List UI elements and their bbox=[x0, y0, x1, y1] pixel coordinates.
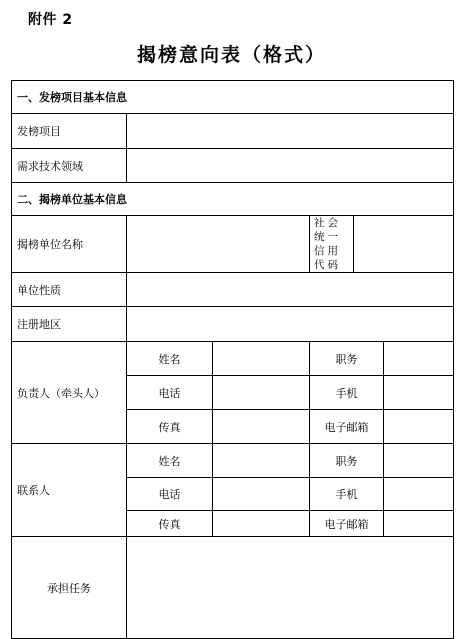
unit-nature-field[interactable] bbox=[127, 273, 454, 307]
task-label: 承担任务 bbox=[12, 537, 127, 639]
section1-heading: 一、发榜项目基本信息 bbox=[12, 81, 454, 114]
attachment-label: 附件 2 bbox=[28, 12, 73, 28]
contact-name-label: 姓名 bbox=[127, 444, 213, 478]
leader-position-label: 职务 bbox=[310, 342, 384, 376]
credit-code-label: 社会统一信用代码 bbox=[310, 216, 354, 273]
contact-phone-label: 电话 bbox=[127, 478, 213, 511]
unit-name-field[interactable] bbox=[127, 216, 310, 273]
project-label: 发榜项目 bbox=[12, 114, 127, 149]
contact-mobile-label: 手机 bbox=[310, 478, 384, 511]
contact-fax-label: 传真 bbox=[127, 511, 213, 537]
leader-email-field[interactable] bbox=[384, 410, 454, 444]
contact-fax-field[interactable] bbox=[213, 511, 310, 537]
unit-nature-label: 单位性质 bbox=[12, 273, 127, 307]
contact-mobile-field[interactable] bbox=[384, 478, 454, 511]
tech-field-label: 需求技术领域 bbox=[12, 149, 127, 183]
leader-fax-label: 传真 bbox=[127, 410, 213, 444]
intent-form-table bbox=[11, 80, 454, 639]
project-field[interactable] bbox=[127, 114, 454, 149]
leader-email-label: 电子邮箱 bbox=[310, 410, 384, 444]
leader-phone-field[interactable] bbox=[213, 376, 310, 410]
section2-heading: 二、揭榜单位基本信息 bbox=[12, 183, 454, 216]
credit-code-field[interactable] bbox=[354, 216, 454, 273]
leader-mobile-label: 手机 bbox=[310, 376, 384, 410]
contact-email-field[interactable] bbox=[384, 511, 454, 537]
page-title: 揭榜意向表（格式） bbox=[136, 44, 326, 66]
contact-phone-field[interactable] bbox=[213, 478, 310, 511]
leader-fax-field[interactable] bbox=[213, 410, 310, 444]
task-field[interactable] bbox=[127, 537, 454, 639]
leader-phone-label: 电话 bbox=[127, 376, 213, 410]
tech-field-input[interactable] bbox=[127, 149, 454, 183]
reg-area-field[interactable] bbox=[127, 307, 454, 342]
leader-name-field[interactable] bbox=[213, 342, 310, 376]
contact-position-label: 职务 bbox=[310, 444, 384, 478]
contact-label: 联系人 bbox=[12, 444, 127, 537]
contact-email-label: 电子邮箱 bbox=[310, 511, 384, 537]
leader-position-field[interactable] bbox=[384, 342, 454, 376]
reg-area-label: 注册地区 bbox=[12, 307, 127, 342]
leader-name-label: 姓名 bbox=[127, 342, 213, 376]
contact-position-field[interactable] bbox=[384, 444, 454, 478]
leader-label: 负责人（牵头人） bbox=[12, 342, 127, 444]
unit-name-label: 揭榜单位名称 bbox=[12, 216, 127, 273]
contact-name-field[interactable] bbox=[213, 444, 310, 478]
leader-mobile-field[interactable] bbox=[384, 376, 454, 410]
